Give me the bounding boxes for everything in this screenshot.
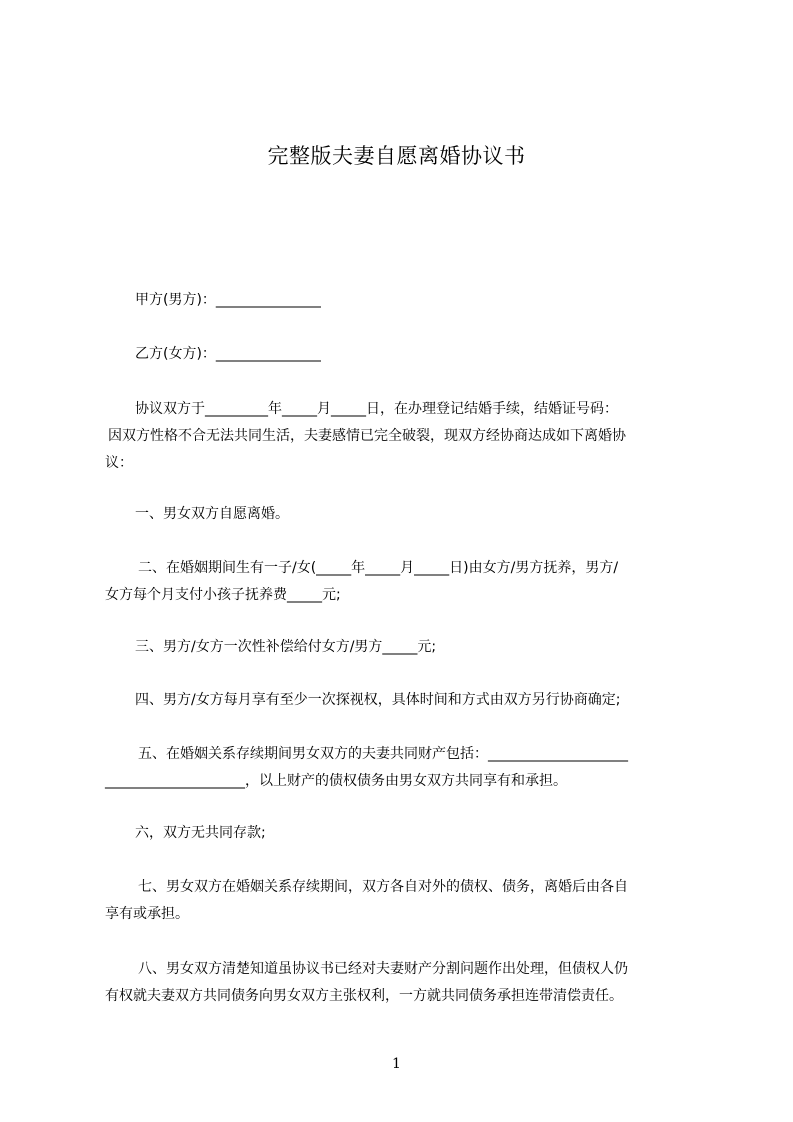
- clause-2: [105, 555, 705, 609]
- clause-6: [105, 820, 705, 847]
- party-a-field: [105, 287, 705, 314]
- document-title: 完整版夫妻自愿离婚协议书: [267, 144, 526, 168]
- clause-4: [105, 687, 705, 714]
- clause-2-line-2: 女方每个月支付小孩子抚养费_____元;: [105, 587, 341, 603]
- intro-line-3: 议：: [105, 455, 133, 471]
- intro-line-2: 因双方性格不合无法共同生活，夫妻感情已完全破裂，现双方经协商达成如下离婚协: [108, 428, 626, 444]
- clause-5-line-2: ____________________，以上财产的债权债务由男女双方共同享有和承担。: [105, 773, 567, 789]
- clause-8-line-1: 八、男女双方清楚知道虽协议书已经对夫妻财产分割问题作出处理，但债权人仍: [138, 961, 628, 977]
- clause-3: [105, 634, 705, 661]
- page-number: 1: [392, 1056, 401, 1072]
- clause-8: [105, 956, 705, 1010]
- party-b-text: 乙方(女方)：_______________: [135, 346, 321, 362]
- clause-1: [105, 501, 705, 528]
- intro-line-1: 协议双方于_________年_____月_____日，在办理登记结婚手续，结婚证号码：: [135, 401, 618, 417]
- clause-6-line-1: 六，双方无共同存款;: [135, 825, 266, 841]
- party-a-text: 甲方(男方)：_______________: [135, 292, 321, 308]
- intro-paragraph: [105, 396, 705, 477]
- clause-1-line-1: 一、男女双方自愿离婚。: [135, 506, 289, 522]
- party-b-field: [105, 341, 705, 368]
- clause-8-line-2: 有权就夫妻双方共同债务向男女双方主张权利，一方就共同债务承担连带清偿责任。: [105, 988, 623, 1004]
- clause-7-line-1: 七、男女双方在婚姻关系存续期间，双方各自对外的债权、债务，离婚后由各自: [138, 879, 628, 895]
- clause-5-line-1: 五、在婚姻关系存续期间男女双方的夫妻共同财产包括：____________________: [138, 746, 628, 762]
- clause-7: [105, 874, 705, 928]
- clause-7-line-2: 享有或承担。: [105, 906, 189, 922]
- clause-3-line-1: 三、男方/女方一次性补偿给付女方/男方_____元;: [135, 639, 437, 655]
- clause-2-line-1: 二、在婚姻期间生有一子/女(_____年_____月_____日)由女方/男方抚养，男方/: [138, 560, 619, 576]
- clause-4-line-1: 四、男方/女方每月享有至少一次探视权，具体时间和方式由双方另行协商确定;: [135, 692, 621, 708]
- clause-5: [105, 741, 705, 795]
